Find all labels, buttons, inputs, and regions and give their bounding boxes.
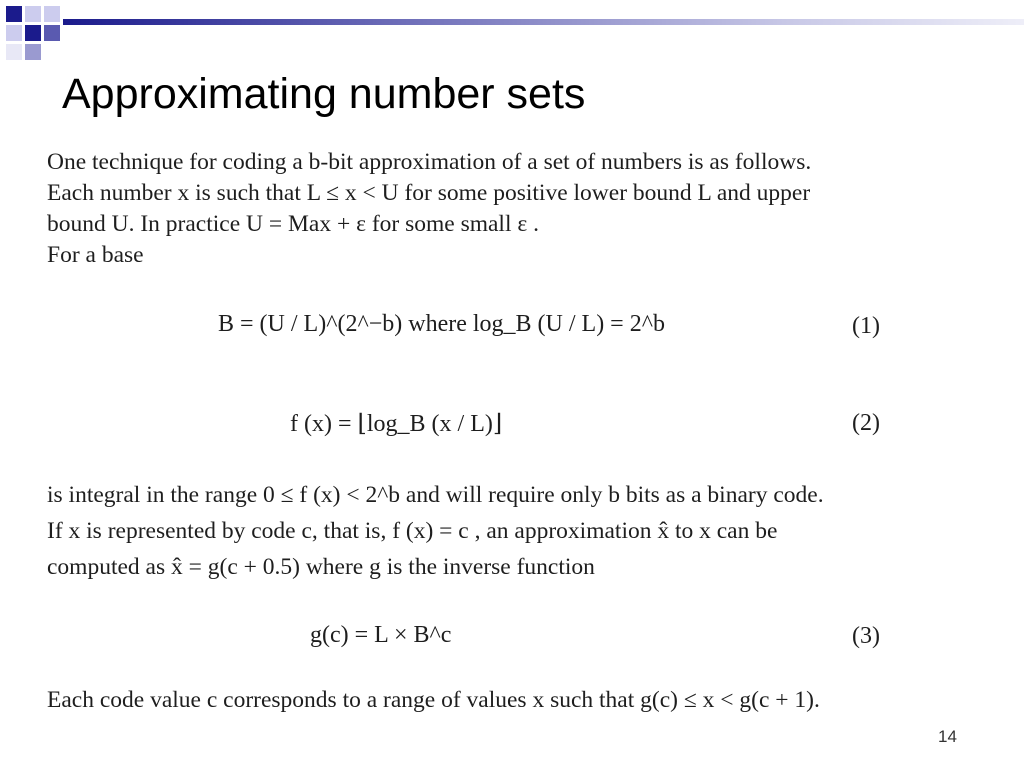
body-text-line: If x is represented by code c, that is, f (x) = c , an approximation x̂ to x can be bbox=[47, 518, 778, 544]
ornament-square bbox=[25, 25, 41, 41]
equation-1: B = (U / L)^(2^−b) where log_B (U / L) = 2^b bbox=[218, 311, 665, 337]
body-text-line: Each number x is such that L ≤ x < U for some positive lower bound L and upper bbox=[47, 180, 811, 206]
body-text-line: One technique for coding a b-bit approximation of a set of numbers is as follows. bbox=[47, 149, 812, 175]
ornament-square bbox=[25, 6, 41, 22]
slide-title: Approximating number sets bbox=[62, 70, 586, 118]
ornament-square bbox=[6, 6, 22, 22]
equation-number: (2) bbox=[852, 410, 880, 436]
body-text-line: is integral in the range 0 ≤ f (x) < 2^b and will require only b bits as a binary code. bbox=[47, 482, 824, 508]
equation-2: f (x) = ⌊log_B (x / L)⌋ bbox=[290, 411, 503, 437]
ornament-square bbox=[44, 25, 60, 41]
body-text-line: computed as x̂ = g(c + 0.5) where g is the inverse function bbox=[47, 554, 595, 580]
body-text-line: bound U. In practice U = Max + ε for some small ε . bbox=[47, 211, 539, 237]
body-text-line: Each code value c corresponds to a range of values x such that g(c) ≤ x < g(c + 1). bbox=[47, 687, 820, 713]
ornament-square bbox=[6, 25, 22, 41]
header-gradient-bar bbox=[63, 19, 1024, 25]
ornament-square bbox=[44, 6, 60, 22]
ornament-square bbox=[25, 44, 41, 60]
ornament-square bbox=[6, 44, 22, 60]
equation-3: g(c) = L × B^c bbox=[310, 622, 452, 648]
equation-number: (3) bbox=[852, 623, 880, 649]
slide-number: 14 bbox=[938, 727, 957, 746]
body-text-line: For a base bbox=[47, 242, 144, 268]
equation-number: (1) bbox=[852, 313, 880, 339]
